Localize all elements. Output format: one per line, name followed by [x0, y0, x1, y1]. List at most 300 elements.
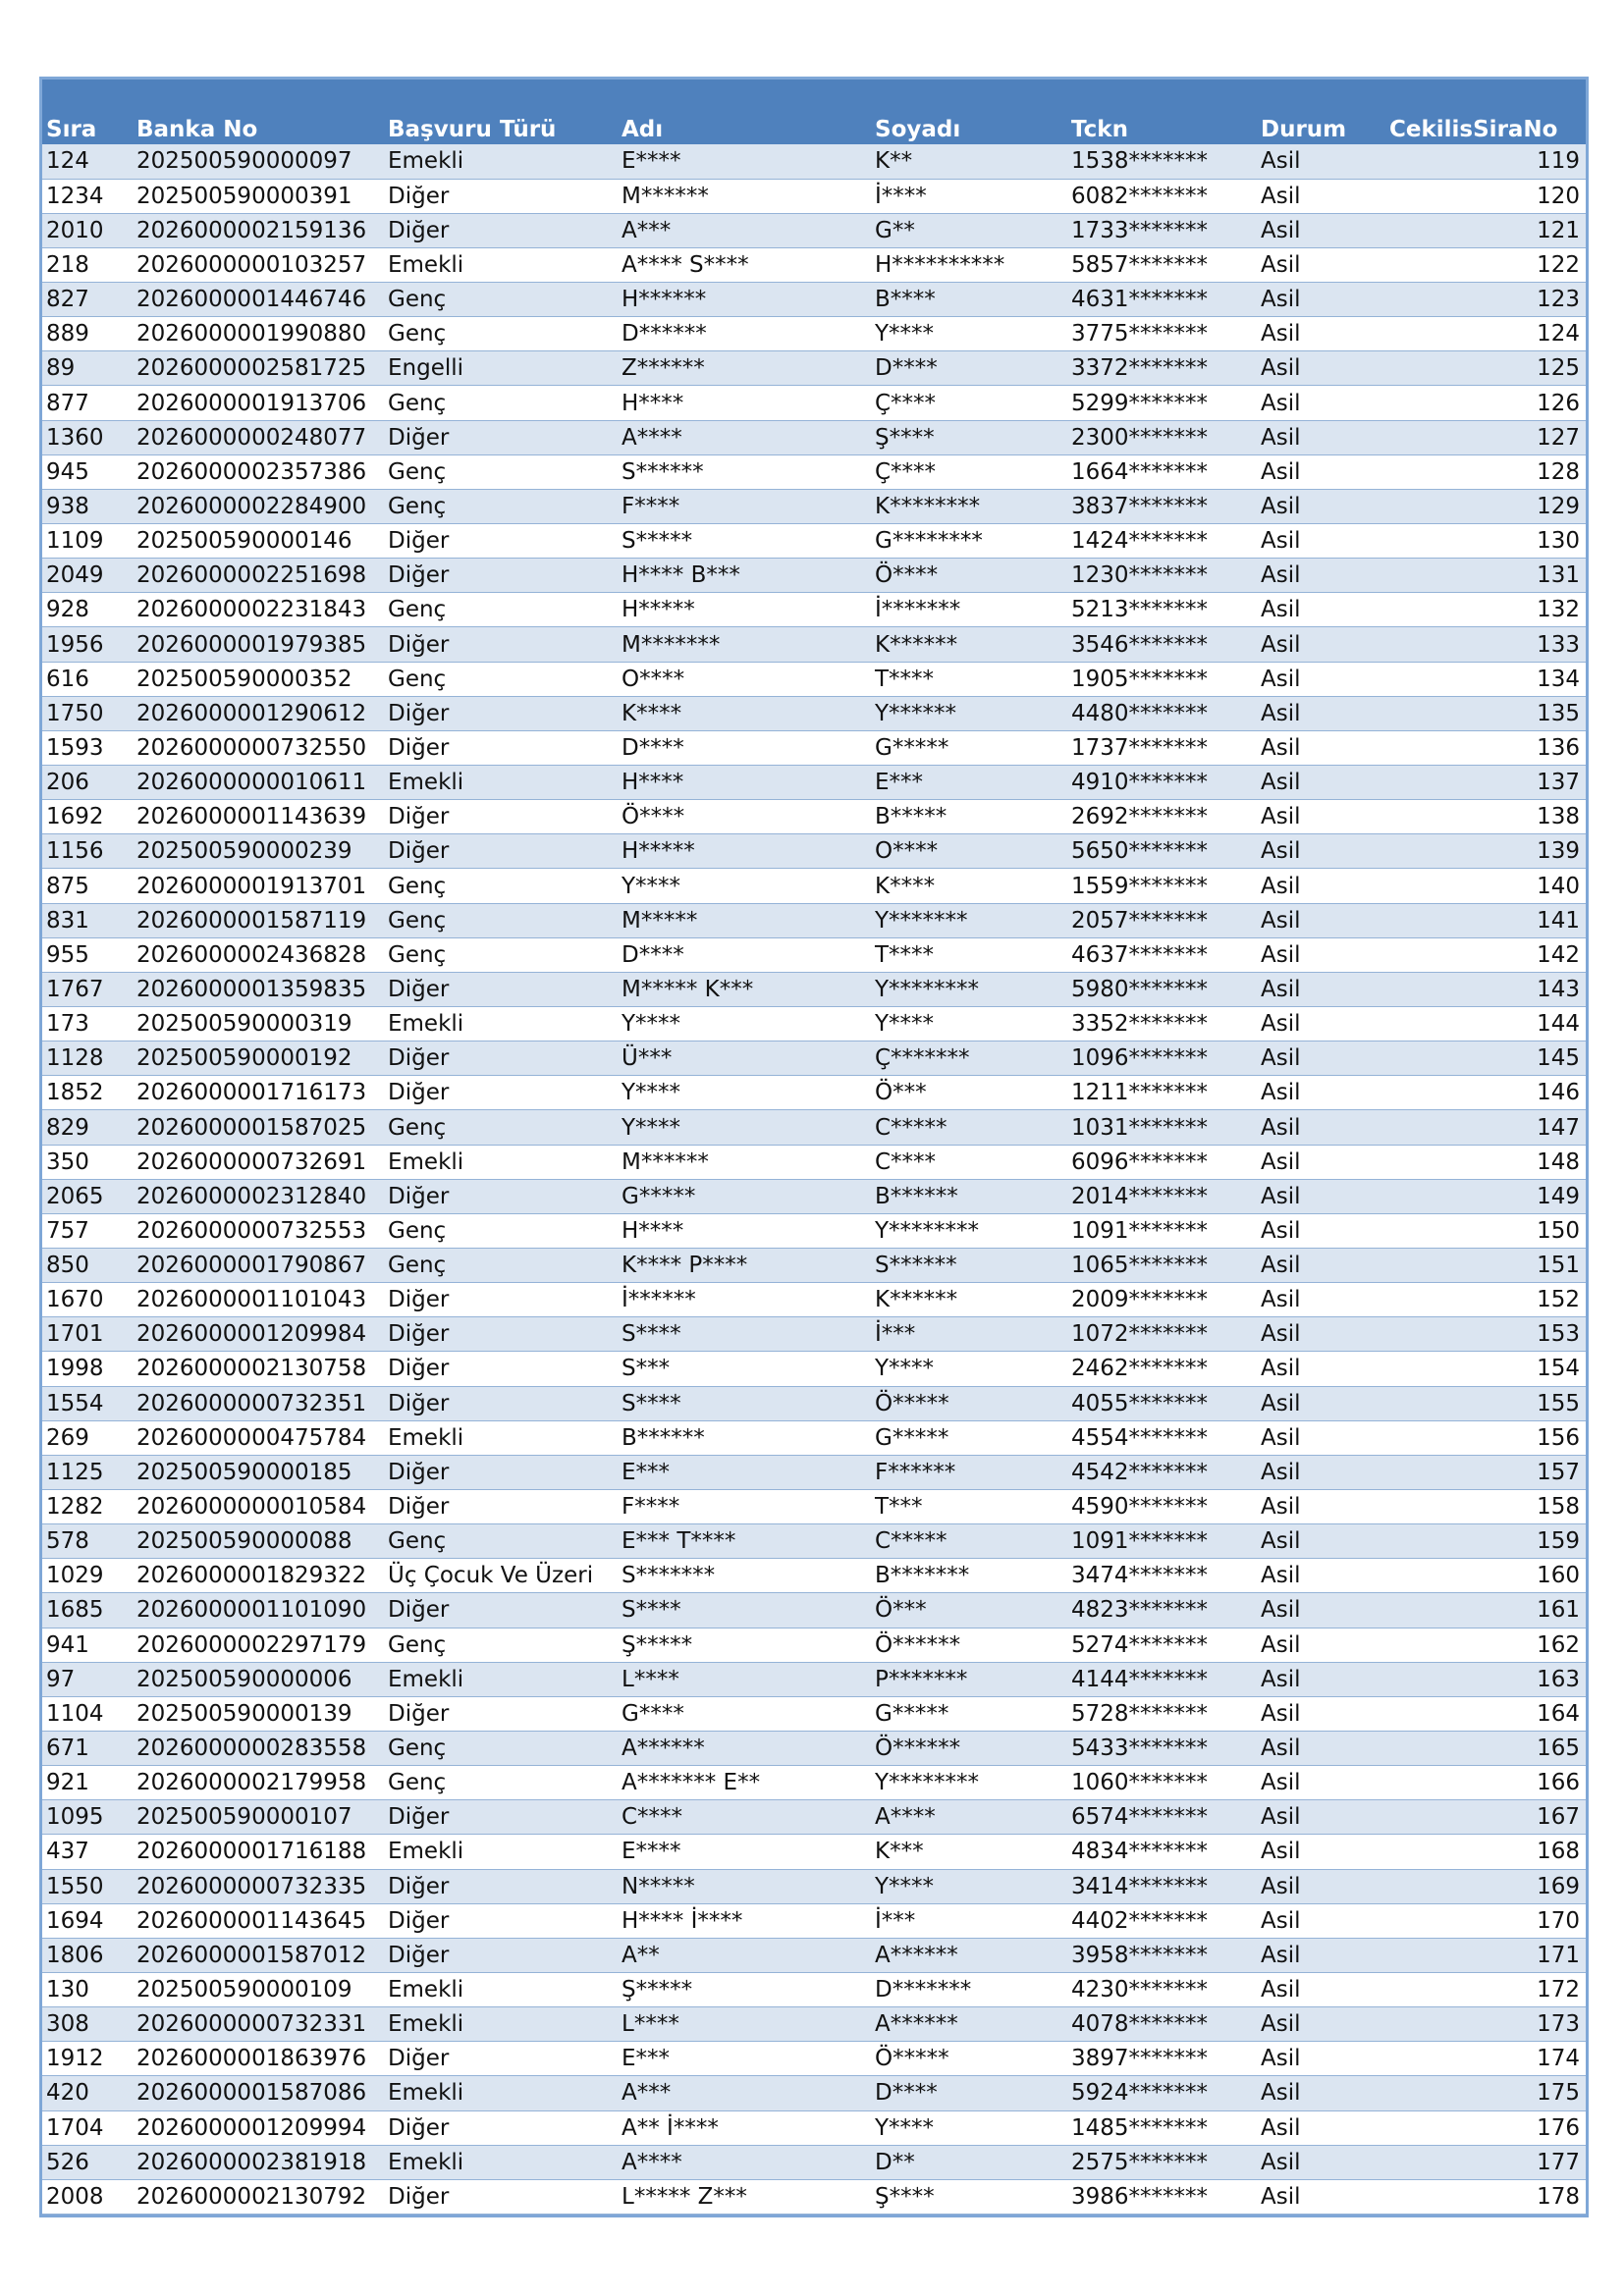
- cell-durum: Asil: [1257, 524, 1385, 559]
- header-sira: Sıra: [46, 117, 97, 142]
- cell-tckn: 5980*******: [1067, 972, 1257, 1006]
- cell-sira: 1104: [42, 1696, 133, 1731]
- results-table: [42, 80, 1586, 2215]
- cell-basvuru-turu: Genç: [384, 937, 618, 972]
- cell-tckn: 6096*******: [1067, 1145, 1257, 1179]
- cell-durum: Asil: [1257, 730, 1385, 765]
- cell-soyadi: D**: [871, 2145, 1067, 2179]
- cell-tckn: 4230*******: [1067, 1972, 1257, 2006]
- cell-soyadi: İ***: [871, 1903, 1067, 1938]
- cell-banka-no: 202500590000239: [133, 834, 384, 869]
- cell-sira: 1360: [42, 420, 133, 454]
- header-cekilis-sira-no: CekilisSiraNo: [1389, 117, 1558, 142]
- cell-banka-no: 2026000000103257: [133, 247, 384, 282]
- cell-sira: 1998: [42, 1352, 133, 1386]
- cell-tckn: 1211*******: [1067, 1076, 1257, 1110]
- cell-banka-no: 2026000002581725: [133, 351, 384, 386]
- cell-sira: 1550: [42, 1869, 133, 1903]
- cell-banka-no: 2026000001587119: [133, 903, 384, 937]
- cell-durum: Asil: [1257, 1249, 1385, 1283]
- cell-banka-no: 2026000000283558: [133, 1731, 384, 1765]
- cell-basvuru-turu: Üç Çocuk Ve Üzeri: [384, 1559, 618, 1593]
- cell-soyadi: E***: [871, 766, 1067, 800]
- cell-basvuru-turu: Diğer: [384, 1283, 618, 1317]
- cell-banka-no: 202500590000319: [133, 1007, 384, 1041]
- table-row: [42, 1145, 1586, 1179]
- cell-cekilis-sira-no: 135: [1385, 696, 1586, 730]
- cell-tckn: 5433*******: [1067, 1731, 1257, 1765]
- cell-soyadi: D****: [871, 2076, 1067, 2110]
- cell-cekilis-sira-no: 131: [1385, 559, 1586, 593]
- cell-cekilis-sira-no: 134: [1385, 662, 1586, 696]
- table-row: [42, 179, 1586, 213]
- cell-soyadi: K****: [871, 869, 1067, 903]
- cell-banka-no: 2026000001290612: [133, 696, 384, 730]
- cell-sira: 850: [42, 1249, 133, 1283]
- cell-durum: Asil: [1257, 454, 1385, 489]
- cell-durum: Asil: [1257, 351, 1385, 386]
- cell-sira: 350: [42, 1145, 133, 1179]
- cell-adi: A******: [618, 1731, 871, 1765]
- cell-durum: Asil: [1257, 1317, 1385, 1352]
- table-row: [42, 662, 1586, 696]
- cell-durum: Asil: [1257, 2007, 1385, 2042]
- table-row: [42, 1835, 1586, 1869]
- cell-cekilis-sira-no: 132: [1385, 593, 1586, 627]
- cell-basvuru-turu: Engelli: [384, 351, 618, 386]
- cell-basvuru-turu: Diğer: [384, 972, 618, 1006]
- cell-soyadi: F******: [871, 1455, 1067, 1489]
- cell-durum: Asil: [1257, 1972, 1385, 2006]
- cell-banka-no: 2026000000010611: [133, 766, 384, 800]
- cell-basvuru-turu: Diğer: [384, 524, 618, 559]
- cell-basvuru-turu: Emekli: [384, 1420, 618, 1455]
- cell-tckn: 2462*******: [1067, 1352, 1257, 1386]
- cell-tckn: 1905*******: [1067, 662, 1257, 696]
- cell-tckn: 1664*******: [1067, 454, 1257, 489]
- table-row: [42, 1283, 1586, 1317]
- cell-banka-no: 2026000002130758: [133, 1352, 384, 1386]
- table-row: [42, 972, 1586, 1006]
- cell-cekilis-sira-no: 166: [1385, 1766, 1586, 1800]
- cell-sira: 1750: [42, 696, 133, 730]
- cell-durum: Asil: [1257, 834, 1385, 869]
- cell-tckn: 3986*******: [1067, 2179, 1257, 2214]
- cell-cekilis-sira-no: 145: [1385, 1041, 1586, 1076]
- cell-adi: E***: [618, 2042, 871, 2076]
- cell-soyadi: İ***: [871, 1317, 1067, 1352]
- cell-sira: 1767: [42, 972, 133, 1006]
- cell-cekilis-sira-no: 173: [1385, 2007, 1586, 2042]
- table-row: [42, 1352, 1586, 1386]
- cell-sira: 928: [42, 593, 133, 627]
- cell-durum: Asil: [1257, 2179, 1385, 2214]
- cell-adi: M*****: [618, 903, 871, 937]
- table-row: [42, 800, 1586, 834]
- cell-adi: S******: [618, 454, 871, 489]
- cell-adi: Z******: [618, 351, 871, 386]
- cell-cekilis-sira-no: 159: [1385, 1524, 1586, 1559]
- cell-sira: 1593: [42, 730, 133, 765]
- cell-basvuru-turu: Emekli: [384, 247, 618, 282]
- table-row: [42, 2042, 1586, 2076]
- cell-banka-no: 2026000000732351: [133, 1386, 384, 1420]
- header-tckn: Tckn: [1071, 117, 1128, 142]
- cell-sira: 831: [42, 903, 133, 937]
- cell-cekilis-sira-no: 154: [1385, 1352, 1586, 1386]
- cell-cekilis-sira-no: 139: [1385, 834, 1586, 869]
- table-row: [42, 1731, 1586, 1765]
- cell-soyadi: C*****: [871, 1110, 1067, 1145]
- cell-durum: Asil: [1257, 559, 1385, 593]
- cell-soyadi: Ö*****: [871, 1386, 1067, 1420]
- cell-cekilis-sira-no: 142: [1385, 937, 1586, 972]
- cell-sira: 1095: [42, 1800, 133, 1835]
- cell-banka-no: 2026000000732331: [133, 2007, 384, 2042]
- table-row: [42, 1903, 1586, 1938]
- cell-basvuru-turu: Genç: [384, 869, 618, 903]
- table-row: [42, 1559, 1586, 1593]
- cell-durum: Asil: [1257, 386, 1385, 420]
- cell-tckn: 6082*******: [1067, 179, 1257, 213]
- cell-adi: H**** B***: [618, 559, 871, 593]
- cell-basvuru-turu: Genç: [384, 317, 618, 351]
- table-row: [42, 213, 1586, 247]
- cell-basvuru-turu: Diğer: [384, 1386, 618, 1420]
- cell-adi: D******: [618, 317, 871, 351]
- cell-banka-no: 2026000002231843: [133, 593, 384, 627]
- cell-sira: 130: [42, 1972, 133, 2006]
- cell-sira: 1912: [42, 2042, 133, 2076]
- cell-tckn: 1091*******: [1067, 1213, 1257, 1248]
- cell-adi: Ş*****: [618, 1628, 871, 1662]
- table-row: [42, 2110, 1586, 2145]
- table-row: [42, 1662, 1586, 1696]
- table-row: [42, 1317, 1586, 1352]
- cell-basvuru-turu: Diğer: [384, 1352, 618, 1386]
- cell-basvuru-turu: Emekli: [384, 1145, 618, 1179]
- cell-tckn: 1060*******: [1067, 1766, 1257, 1800]
- cell-sira: 616: [42, 662, 133, 696]
- cell-tckn: 2057*******: [1067, 903, 1257, 937]
- cell-cekilis-sira-no: 147: [1385, 1110, 1586, 1145]
- cell-adi: H****: [618, 1213, 871, 1248]
- cell-adi: M***** K***: [618, 972, 871, 1006]
- cell-sira: 206: [42, 766, 133, 800]
- cell-durum: Asil: [1257, 1524, 1385, 1559]
- cell-cekilis-sira-no: 155: [1385, 1386, 1586, 1420]
- cell-adi: A****: [618, 420, 871, 454]
- cell-durum: Asil: [1257, 1800, 1385, 1835]
- cell-tckn: 1737*******: [1067, 730, 1257, 765]
- cell-basvuru-turu: Emekli: [384, 2007, 618, 2042]
- cell-basvuru-turu: Genç: [384, 1524, 618, 1559]
- cell-tckn: 4480*******: [1067, 696, 1257, 730]
- cell-tckn: 4834*******: [1067, 1835, 1257, 1869]
- cell-durum: Asil: [1257, 1352, 1385, 1386]
- cell-banka-no: 2026000001101043: [133, 1283, 384, 1317]
- cell-adi: S*****: [618, 524, 871, 559]
- cell-tckn: 5650*******: [1067, 834, 1257, 869]
- cell-durum: Asil: [1257, 247, 1385, 282]
- cell-basvuru-turu: Genç: [384, 1213, 618, 1248]
- cell-soyadi: Ş****: [871, 2179, 1067, 2214]
- cell-tckn: 1485*******: [1067, 2110, 1257, 2145]
- cell-basvuru-turu: Diğer: [384, 627, 618, 662]
- cell-tckn: 5213*******: [1067, 593, 1257, 627]
- cell-basvuru-turu: Diğer: [384, 213, 618, 247]
- cell-tckn: 1538*******: [1067, 144, 1257, 179]
- cell-sira: 97: [42, 1662, 133, 1696]
- cell-tckn: 4055*******: [1067, 1386, 1257, 1420]
- cell-sira: 89: [42, 351, 133, 386]
- cell-sira: 1554: [42, 1386, 133, 1420]
- cell-cekilis-sira-no: 124: [1385, 317, 1586, 351]
- cell-durum: Asil: [1257, 283, 1385, 317]
- cell-basvuru-turu: Emekli: [384, 1835, 618, 1869]
- cell-adi: C****: [618, 1800, 871, 1835]
- cell-durum: Asil: [1257, 1145, 1385, 1179]
- cell-basvuru-turu: Diğer: [384, 1696, 618, 1731]
- cell-banka-no: 2026000002179958: [133, 1766, 384, 1800]
- cell-banka-no: 2026000000010584: [133, 1489, 384, 1523]
- cell-banka-no: 202500590000146: [133, 524, 384, 559]
- cell-cekilis-sira-no: 164: [1385, 1696, 1586, 1731]
- cell-soyadi: Ö******: [871, 1731, 1067, 1765]
- table-row: [42, 351, 1586, 386]
- cell-sira: 420: [42, 2076, 133, 2110]
- cell-soyadi: Ç****: [871, 386, 1067, 420]
- cell-adi: M******: [618, 179, 871, 213]
- cell-cekilis-sira-no: 156: [1385, 1420, 1586, 1455]
- cell-sira: 671: [42, 1731, 133, 1765]
- cell-durum: Asil: [1257, 1835, 1385, 1869]
- cell-durum: Asil: [1257, 627, 1385, 662]
- cell-banka-no: 2026000001913706: [133, 386, 384, 420]
- cell-soyadi: K**: [871, 144, 1067, 179]
- cell-tckn: 2692*******: [1067, 800, 1257, 834]
- cell-cekilis-sira-no: 152: [1385, 1283, 1586, 1317]
- cell-soyadi: O****: [871, 834, 1067, 869]
- table-row: [42, 524, 1586, 559]
- cell-soyadi: Ö****: [871, 559, 1067, 593]
- table-row: [42, 1696, 1586, 1731]
- cell-basvuru-turu: Emekli: [384, 2076, 618, 2110]
- cell-cekilis-sira-no: 174: [1385, 2042, 1586, 2076]
- cell-banka-no: 202500590000109: [133, 1972, 384, 2006]
- cell-tckn: 3352*******: [1067, 1007, 1257, 1041]
- cell-soyadi: Ç****: [871, 454, 1067, 489]
- table-row: [42, 1249, 1586, 1283]
- table-row: [42, 283, 1586, 317]
- cell-tckn: 1559*******: [1067, 869, 1257, 903]
- cell-adi: D****: [618, 937, 871, 972]
- cell-durum: Asil: [1257, 937, 1385, 972]
- cell-basvuru-turu: Diğer: [384, 1938, 618, 1972]
- cell-adi: H*****: [618, 834, 871, 869]
- cell-sira: 269: [42, 1420, 133, 1455]
- cell-cekilis-sira-no: 153: [1385, 1317, 1586, 1352]
- cell-cekilis-sira-no: 167: [1385, 1800, 1586, 1835]
- table-row: [42, 1076, 1586, 1110]
- cell-cekilis-sira-no: 119: [1385, 144, 1586, 179]
- cell-cekilis-sira-no: 165: [1385, 1731, 1586, 1765]
- cell-soyadi: D*******: [871, 1972, 1067, 2006]
- cell-cekilis-sira-no: 178: [1385, 2179, 1586, 2214]
- table-row: [42, 247, 1586, 282]
- cell-sira: 945: [42, 454, 133, 489]
- cell-sira: 2008: [42, 2179, 133, 2214]
- cell-banka-no: 2026000002357386: [133, 454, 384, 489]
- table-row: [42, 420, 1586, 454]
- cell-banka-no: 2026000001990880: [133, 317, 384, 351]
- cell-sira: 941: [42, 1628, 133, 1662]
- cell-basvuru-turu: Genç: [384, 1628, 618, 1662]
- cell-banka-no: 2026000001143639: [133, 800, 384, 834]
- cell-basvuru-turu: Diğer: [384, 730, 618, 765]
- cell-cekilis-sira-no: 140: [1385, 869, 1586, 903]
- cell-durum: Asil: [1257, 420, 1385, 454]
- cell-basvuru-turu: Diğer: [384, 1489, 618, 1523]
- cell-durum: Asil: [1257, 1869, 1385, 1903]
- cell-basvuru-turu: Genç: [384, 1766, 618, 1800]
- cell-banka-no: 2026000000732553: [133, 1213, 384, 1248]
- cell-sira: 1694: [42, 1903, 133, 1938]
- cell-tckn: 4823*******: [1067, 1593, 1257, 1628]
- cell-durum: Asil: [1257, 1696, 1385, 1731]
- cell-sira: 1956: [42, 627, 133, 662]
- cell-basvuru-turu: Emekli: [384, 766, 618, 800]
- table-row: [42, 1455, 1586, 1489]
- header-basvuru-turu: Başvuru Türü: [388, 117, 557, 142]
- cell-cekilis-sira-no: 129: [1385, 489, 1586, 523]
- table-row: [42, 1766, 1586, 1800]
- cell-durum: Asil: [1257, 903, 1385, 937]
- cell-adi: H****: [618, 386, 871, 420]
- cell-soyadi: G*****: [871, 730, 1067, 765]
- cell-cekilis-sira-no: 172: [1385, 1972, 1586, 2006]
- cell-soyadi: G********: [871, 524, 1067, 559]
- cell-basvuru-turu: Diğer: [384, 559, 618, 593]
- cell-tckn: 1091*******: [1067, 1524, 1257, 1559]
- cell-adi: A***: [618, 213, 871, 247]
- cell-banka-no: 2026000001359835: [133, 972, 384, 1006]
- cell-basvuru-turu: Diğer: [384, 1076, 618, 1110]
- cell-soyadi: Y********: [871, 972, 1067, 1006]
- cell-banka-no: 202500590000185: [133, 1455, 384, 1489]
- cell-basvuru-turu: Diğer: [384, 800, 618, 834]
- cell-adi: G****: [618, 1696, 871, 1731]
- cell-basvuru-turu: Genç: [384, 903, 618, 937]
- table-row: [42, 1386, 1586, 1420]
- cell-durum: Asil: [1257, 1455, 1385, 1489]
- cell-durum: Asil: [1257, 593, 1385, 627]
- header-adi: Adı: [622, 117, 664, 142]
- cell-adi: A******* E**: [618, 1766, 871, 1800]
- cell-tckn: 4554*******: [1067, 1420, 1257, 1455]
- header-soyadi: Soyadı: [875, 117, 961, 142]
- cell-sira: 1806: [42, 1938, 133, 1972]
- cell-sira: 1125: [42, 1455, 133, 1489]
- cell-tckn: 3546*******: [1067, 627, 1257, 662]
- cell-durum: Asil: [1257, 1007, 1385, 1041]
- cell-adi: Y****: [618, 1007, 871, 1041]
- cell-sira: 1704: [42, 2110, 133, 2145]
- cell-soyadi: Y******: [871, 696, 1067, 730]
- cell-banka-no: 2026000001716188: [133, 1835, 384, 1869]
- cell-banka-no: 202500590000139: [133, 1696, 384, 1731]
- table-row: [42, 2179, 1586, 2214]
- cell-soyadi: B****: [871, 283, 1067, 317]
- cell-sira: 1692: [42, 800, 133, 834]
- cell-adi: S****: [618, 1593, 871, 1628]
- cell-cekilis-sira-no: 143: [1385, 972, 1586, 1006]
- cell-tckn: 2009*******: [1067, 1283, 1257, 1317]
- cell-tckn: 6574*******: [1067, 1800, 1257, 1835]
- cell-tckn: 4637*******: [1067, 937, 1257, 972]
- cell-cekilis-sira-no: 146: [1385, 1076, 1586, 1110]
- cell-adi: B******: [618, 1420, 871, 1455]
- cell-sira: 218: [42, 247, 133, 282]
- cell-adi: H**** İ****: [618, 1903, 871, 1938]
- cell-soyadi: Ö*****: [871, 2042, 1067, 2076]
- cell-adi: K**** P****: [618, 1249, 871, 1283]
- cell-durum: Asil: [1257, 800, 1385, 834]
- cell-sira: 827: [42, 283, 133, 317]
- cell-adi: A** İ****: [618, 2110, 871, 2145]
- cell-sira: 1029: [42, 1559, 133, 1593]
- header-durum: Durum: [1261, 117, 1347, 142]
- cell-durum: Asil: [1257, 1076, 1385, 1110]
- table-row: [42, 730, 1586, 765]
- cell-cekilis-sira-no: 169: [1385, 1869, 1586, 1903]
- cell-soyadi: K***: [871, 1835, 1067, 1869]
- cell-durum: Asil: [1257, 1903, 1385, 1938]
- cell-soyadi: Ö***: [871, 1076, 1067, 1110]
- cell-banka-no: 2026000001913701: [133, 869, 384, 903]
- cell-adi: A****: [618, 2145, 871, 2179]
- cell-banka-no: 2026000002284900: [133, 489, 384, 523]
- cell-durum: Asil: [1257, 2042, 1385, 2076]
- cell-tckn: 3897*******: [1067, 2042, 1257, 2076]
- cell-banka-no: 2026000001587012: [133, 1938, 384, 1972]
- cell-soyadi: B*******: [871, 1559, 1067, 1593]
- cell-basvuru-turu: Diğer: [384, 420, 618, 454]
- cell-durum: Asil: [1257, 1489, 1385, 1523]
- cell-adi: S***: [618, 1352, 871, 1386]
- cell-durum: Asil: [1257, 662, 1385, 696]
- cell-tckn: 1424*******: [1067, 524, 1257, 559]
- cell-sira: 526: [42, 2145, 133, 2179]
- cell-banka-no: 2026000001209994: [133, 2110, 384, 2145]
- cell-durum: Asil: [1257, 1110, 1385, 1145]
- cell-adi: S****: [618, 1317, 871, 1352]
- cell-banka-no: 2026000002251698: [133, 559, 384, 593]
- cell-durum: Asil: [1257, 1662, 1385, 1696]
- cell-banka-no: 2026000002297179: [133, 1628, 384, 1662]
- cell-soyadi: K******: [871, 1283, 1067, 1317]
- cell-sira: 2065: [42, 1179, 133, 1213]
- cell-tckn: 5857*******: [1067, 247, 1257, 282]
- cell-adi: E****: [618, 1835, 871, 1869]
- header-banka-no: Banka No: [136, 117, 258, 142]
- cell-banka-no: 2026000001587086: [133, 2076, 384, 2110]
- cell-sira: 877: [42, 386, 133, 420]
- cell-sira: 1109: [42, 524, 133, 559]
- cell-sira: 757: [42, 1213, 133, 1248]
- cell-tckn: 4910*******: [1067, 766, 1257, 800]
- cell-durum: Asil: [1257, 1283, 1385, 1317]
